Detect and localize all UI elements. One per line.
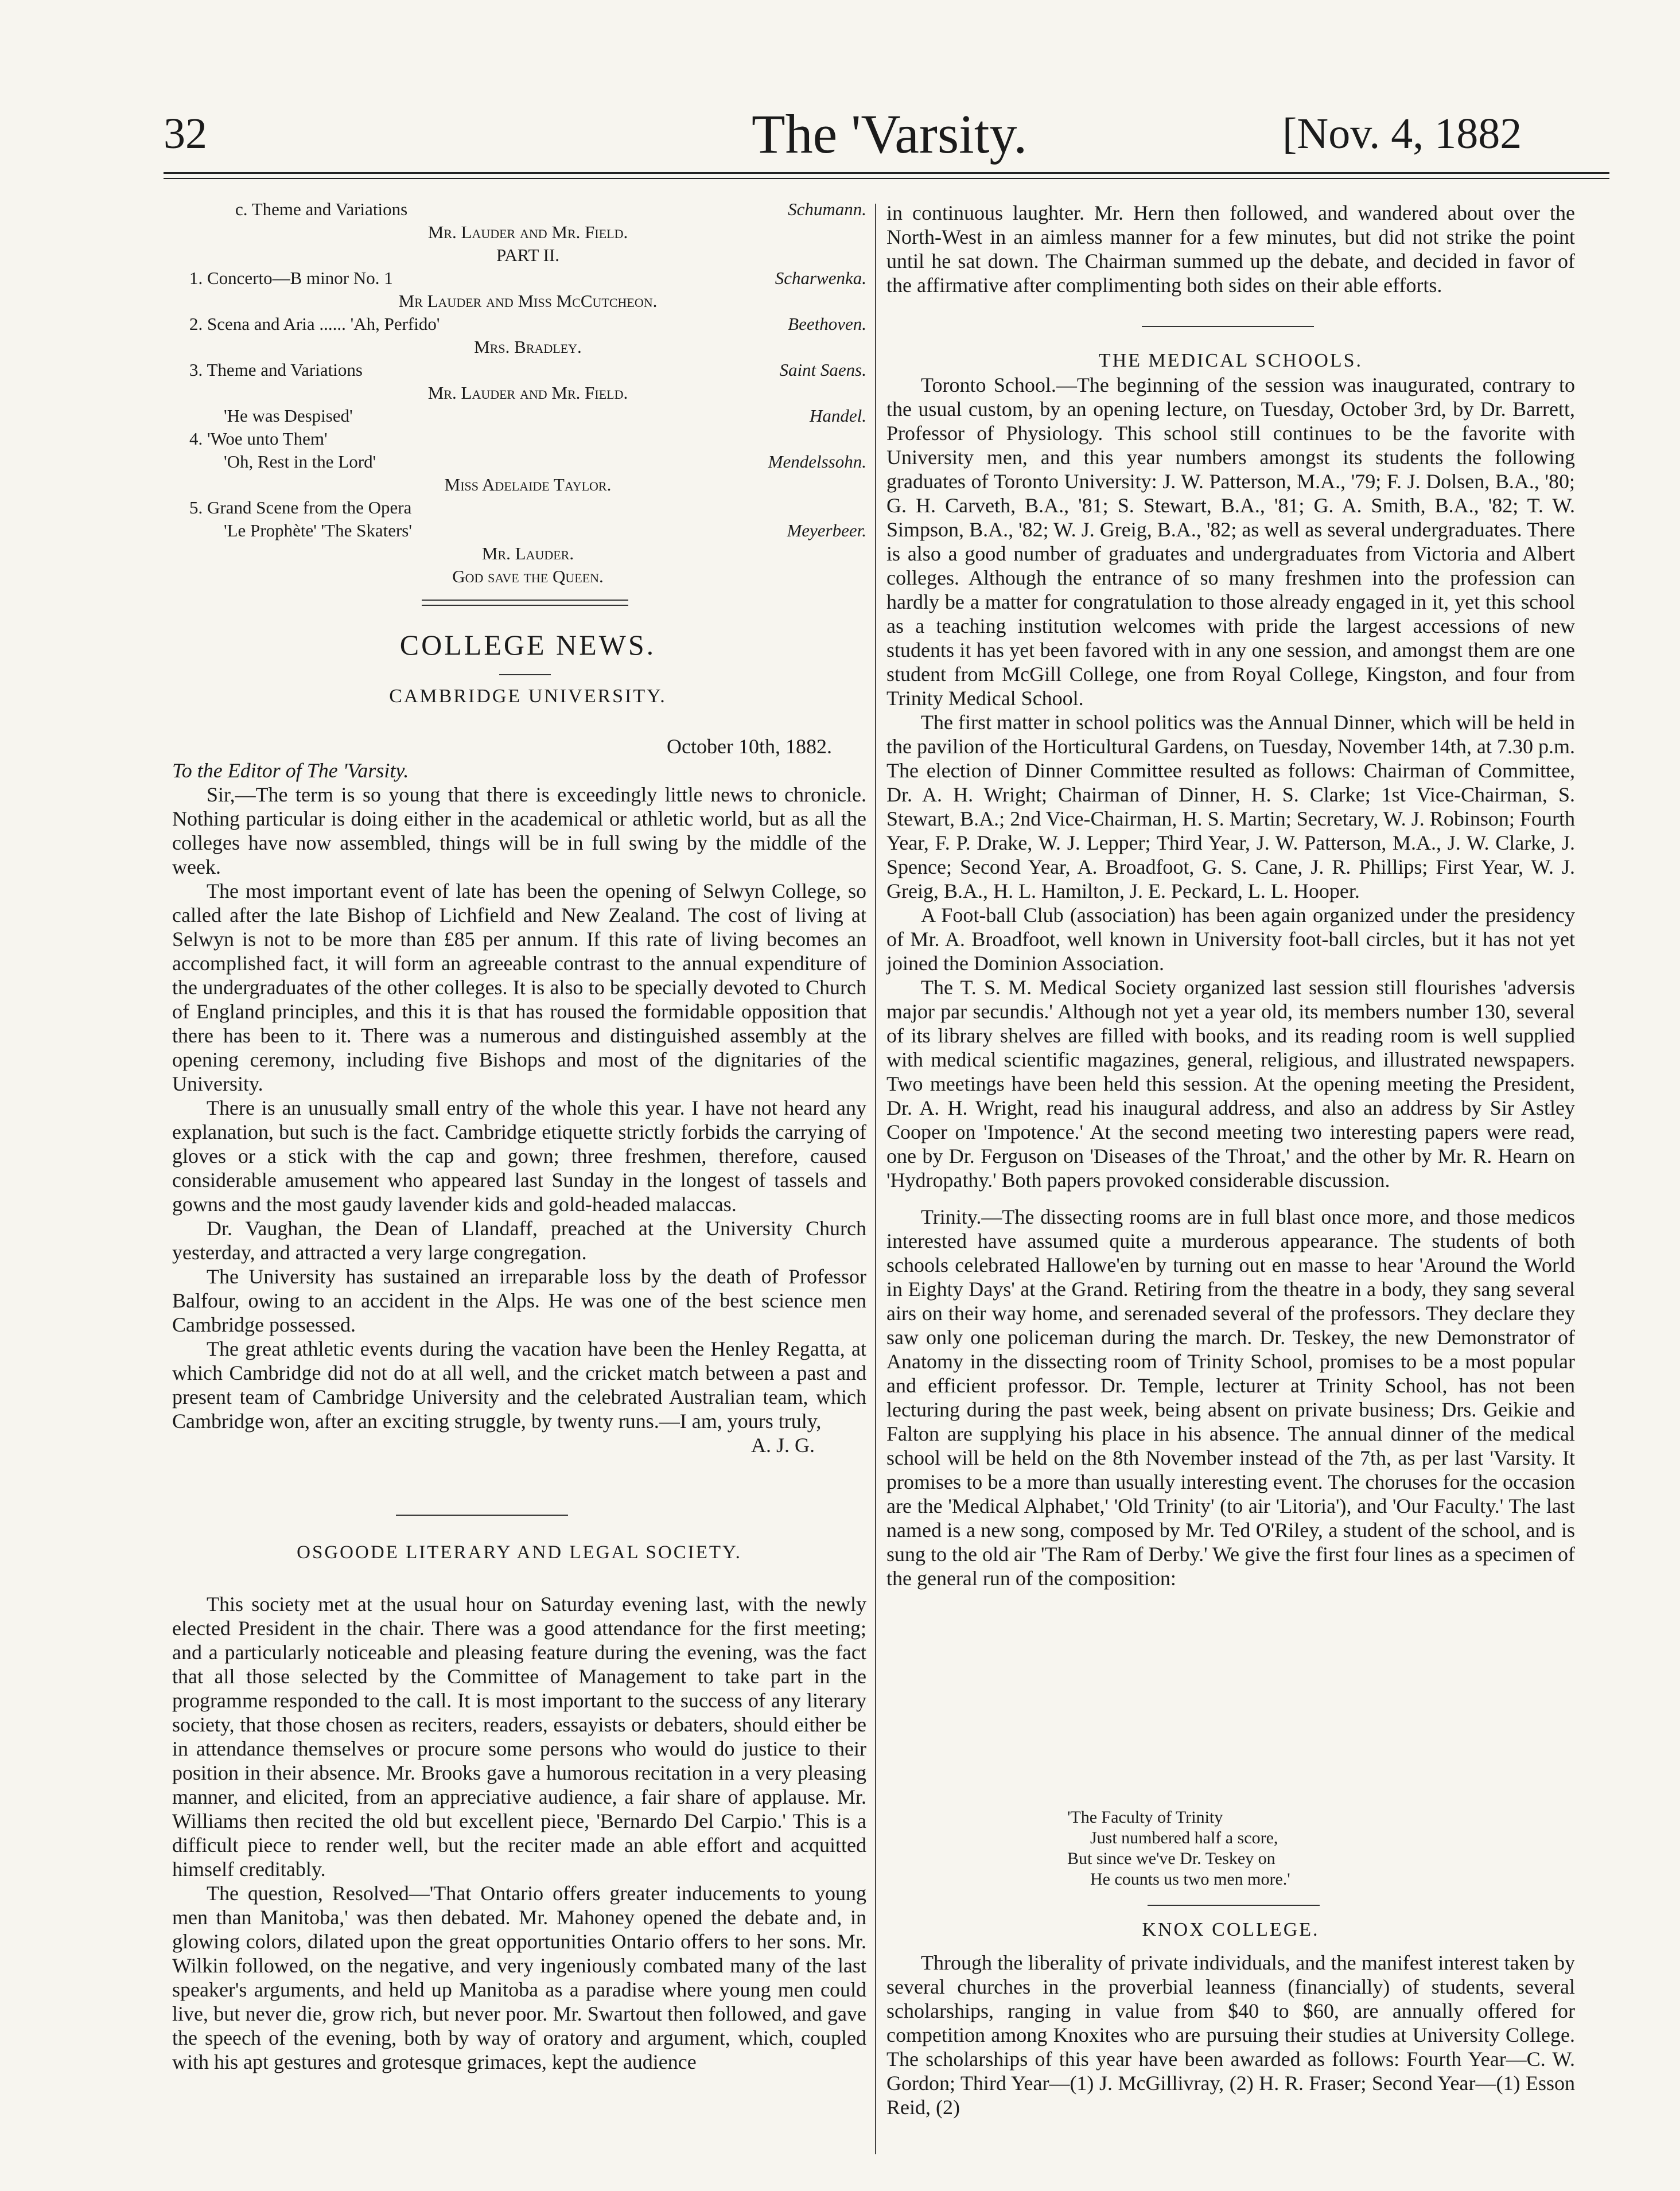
program-performers: Mr. Lauder and Mr. Field. bbox=[427, 222, 628, 242]
poem-line: But since we've Dr. Teskey on bbox=[1067, 1849, 1275, 1868]
header-rule-top bbox=[164, 172, 1609, 174]
letter-signature: A. J. G. bbox=[750, 1434, 815, 1457]
program-item: 3. Theme and Variations bbox=[189, 360, 363, 380]
section-rule bbox=[396, 1515, 568, 1516]
medical-article bbox=[886, 373, 1575, 1590]
knox-heading: KNOX COLLEGE. bbox=[1142, 1919, 1320, 1940]
letter-date: October 10th, 1882. bbox=[667, 735, 832, 758]
page-number: 32 bbox=[164, 110, 207, 158]
medical-paragraph: The first matter in school politics was the Annual Dinner, which will be held in the pavilion of the Horticultural Gardens, on Tuesday, November 14th, at 7.30 p.m. The election of Dinner Committee resulted as follows: Chairman of Committee, Dr. A. H. Wright; Chairman of Dinner, H. S. Clarke; 1st Vice-Chairman, S. Stewart, B.A.; 2nd Vice-Chairman, H. S. Martin; Secretary, W. J. Robinson; Fourth Year, F. P. Drake, W. J. Lepper; Third Year, J. W. Patterson, M.A., J. W. Clarke, J. Spence; Second Year, A. Broadfoot, G. S. Cane, J. R. Phillips; First Year, W. J. Greig, B.A., H. L. Hamilton, J. E. Peckard, L. L. Hooper. bbox=[886, 711, 1575, 902]
section-rule bbox=[499, 674, 551, 675]
program-closing: God save the Queen. bbox=[452, 566, 604, 586]
section-rule bbox=[1142, 326, 1314, 327]
program-performers: Mr. Lauder. bbox=[481, 543, 574, 563]
program-item: 5. Grand Scene from the Opera bbox=[189, 497, 412, 517]
letter-paragraph: The great athletic events during the vacation have been the Henley Regatta, at which Cambridge did not do at all well, and the cricket match between a past and present team of Cambridge University and the celebrated Australian team, which Cambridge won, after an exciting struggle, by twenty runs.—I am, yours truly, bbox=[172, 1337, 866, 1433]
cambridge-heading: CAMBRIDGE UNIVERSITY. bbox=[389, 686, 667, 707]
poem bbox=[1067, 1807, 1411, 1890]
cambridge-letter bbox=[172, 734, 866, 1457]
program-composer: Saint Saens. bbox=[779, 360, 866, 380]
newspaper-title: The 'Varsity. bbox=[752, 103, 1028, 165]
letter-salutation: To the Editor of The 'Varsity. bbox=[172, 759, 409, 782]
medical-paragraph: Trinity.—The dissecting rooms are in full blast once more, and those medicos interested have assumed quite a murderous appearance. The students of both schools celebrated Hallowe'en by turning out en masse to hear 'Around the World in Eighty Days' at the Grand. Retiring from the theatre in a body, they sang several airs on their way home, and serenaded several of the professors. They declare they saw only one policeman during the march. Dr. Teskey, the new Demonstrator of Anatomy in the dissecting room of Trinity School, promises to be a most popular and efficient professor. Dr. Temple, lecturer at Trinity School, has not been lecturing during the past week, being absent on private business; Drs. Geikie and Falton are supplying his place in his absence. The annual dinner of the medical school will be held on the 8th November instead of the 7th, as per last 'Varsity. It promises to be a more than usually interesting event. The choruses for the occasion are the 'Medical Alphabet,' 'Old Trinity' (to air 'Litoria'), and 'Our Faculty.' The last named is a new song, composed by Mr. Ted O'Riley, a student of the school, and is sung to the old air 'The Ram of Derby.' We give the first four lines as a specimen of the general run of the composition: bbox=[886, 1205, 1575, 1590]
program-item: 'He was Despised' bbox=[224, 406, 353, 426]
program-composer: Meyerbeer. bbox=[787, 520, 866, 540]
section-rule bbox=[422, 605, 628, 606]
section-rule bbox=[1148, 1905, 1320, 1906]
osgoode-cont-paragraph: in continuous laughter. Mr. Hern then followed, and wandered about over the North-West in an aimless manner for a few minutes, but did not strike the point until he sat down. The Chairman summed up the debate, and decided in favor of the affirmative after complimenting both sides on their able efforts. bbox=[886, 201, 1575, 297]
program-item: 1. Concerto—B minor No. 1 bbox=[189, 268, 393, 288]
letter-paragraph: The University has sustained an irreparable loss by the death of Professor Balfour, owing to an accident in the Alps. He was one of the best science men Cambridge possessed. bbox=[172, 1265, 866, 1336]
knox-paragraph: Through the liberality of private individuals, and the manifest interest taken by several churches in the proverbial leanness (financially) of students, several scholarships, ranging in value from $40 to $60, are annually offered for competition among Knoxites who are pursuing their studies at University College. The scholarships of this year have been awarded as follows: Fourth Year—C. W. Gordon; Third Year—(1) J. McGillivray, (2) H. R. Fraser; Second Year—(1) Esson Reid, (2) bbox=[886, 1951, 1575, 2119]
program-part-heading: PART II. bbox=[496, 245, 560, 265]
program-performers: Mrs. Bradley. bbox=[474, 337, 582, 357]
medical-paragraph: A Foot-ball Club (association) has been again organized under the presidency of Mr. A. Broadfoot, well known in University foot-ball circles, but it has not yet joined the Dominion Association. bbox=[886, 904, 1575, 975]
letter-paragraph: Dr. Vaughan, the Dean of Llandaff, preached at the University Church yesterday, and attracted a very large congregation. bbox=[172, 1217, 866, 1264]
poem-line: 'The Faculty of Trinity bbox=[1067, 1808, 1223, 1827]
osgoode-paragraph: The question, Resolved—'That Ontario offers greater inducements to young men than Manitoba,' was then debated. Mr. Mahoney opened the debate and, in glowing colors, dilated upon the great opportunities Ontario offers to her sons. Mr. Wilkin followed, on the negative, and very ingeniously combated many of the last speaker's arguments, and held up Manitoba as a paradise where young men could live, but never die, grow rich, but never poor. Mr. Swartout then followed, and gave the speech of the evening, both by way of oratory and argument, which, coupled with his apt gestures and grotesque grimaces, kept the audience bbox=[172, 1882, 866, 2073]
program-item: c. Theme and Variations bbox=[235, 199, 408, 219]
osgoode-continued bbox=[886, 201, 1575, 297]
medical-heading: THE MEDICAL SCHOOLS. bbox=[1098, 350, 1363, 371]
medical-paragraph: The T. S. M. Medical Society organized last session still flourishes 'adversis major par secundis.' Although not yet a year old, its members number 130, several of its library shelves are filled with books, and its reading room is well supplied with medical scientific magazines, general, religious, and illustrated newspapers. Two meetings have been held this session. At the opening meeting the President, Dr. A. H. Wright, read his inaugural address, and also an address by Sir Astley Cooper on 'Impotence.' At the second meeting two interesting papers were read, one by Dr. Ferguson on 'Diseases of the Throat,' and the other by Mr. R. Hearn on 'Hydropathy.' Both papers provoked considerable discussion. bbox=[886, 976, 1575, 1192]
osgoode-article bbox=[172, 1592, 866, 2074]
issue-date: [Nov. 4, 1882 bbox=[1282, 110, 1522, 158]
program-composer: Handel. bbox=[809, 406, 866, 426]
program-composer: Mendelssohn. bbox=[768, 452, 866, 472]
program-performers: Mr Lauder and Miss McCutcheon. bbox=[398, 291, 658, 311]
medical-paragraph: Toronto School.—The beginning of the session was inaugurated, contrary to the usual custom, by an opening lecture, on Tuesday, October 3rd, by Dr. Barrett, Professor of Physiology. This school still continues to be the favorite with University men, and this year numbers amongst its students the following graduates of Toronto University: J. W. Patterson, M.A., '79; F. J. Dolsen, B.A., '80; G. H. Carveth, B.A., '81; S. Stewart, B.A., '81; G. A. Smith, B.A., '82; T. W. Simpson, B.A., '82; W. J. Greig, B.A., '82; as well as several undergraduates. There is also a good number of graduates and undergraduates from Victoria and Albert colleges. Although the entrance of so many freshmen into the profession can hardly be a matter for congratulation to those already engaged in it, yet this school as a teaching institution welcomes with pride the largest accessions of new students it has yet been favored with in any one session, and amongst them are one student from McGill College, one from Royal College, Kingston, and four from Trinity Medical School. bbox=[886, 373, 1575, 710]
college-news-heading: COLLEGE NEWS. bbox=[399, 629, 656, 661]
column-divider bbox=[875, 204, 876, 2154]
poem-line: Just numbered half a score, bbox=[1090, 1828, 1278, 1847]
osgoode-paragraph: This society met at the usual hour on Saturday evening last, with the newly elected President in the chair. There was a good attendance for the first meeting; and a particularly noticeable and pleasing feature during the evening, was the fact that all those selected by the Committee of Management to take part in the programme responded to the call. It is most important to the success of any literary society, that those chosen as reciters, readers, essayists or debaters, should either be in attendance themselves or procure some persons who would do justice to their position in their absence. Mr. Brooks gave a humorous recitation in a very pleasing manner, and elicited, from an appreciative audience, a fair share of applause. Mr. Williams then recited the old but excellent piece, 'Bernardo Del Carpio.' This is a difficult piece to render well, but the reciter made an able effort and acquitted himself creditably. bbox=[172, 1593, 866, 1881]
letter-paragraph: The most important event of late has been the opening of Selwyn College, so called after the late Bishop of Lichfield and New Zealand. The cost of living at Selwyn is not to be more than £85 per annum. If this rate of living becomes an accomplished fact, it will form an agreeable contrast to the annual expenditure of the undergraduates of the other colleges. It is also to be specially devoted to Church of England principles, and this it is that has roused the formidable opposition that there has been to it. There was a numerous and distinguished assembly at the opening ceremony, including five Bishops and most of the dignitaries of the University. bbox=[172, 879, 866, 1095]
program-composer: Schumann. bbox=[788, 199, 866, 219]
program-composer: Scharwenka. bbox=[775, 268, 866, 288]
header-rule-bottom bbox=[164, 178, 1609, 179]
concert-program bbox=[189, 198, 866, 588]
program-item: 'Le Prophète' 'The Skaters' bbox=[224, 520, 412, 540]
section-rule bbox=[422, 600, 628, 601]
letter-paragraph: Sir,—The term is so young that there is exceedingly little news to chronicle. Nothing particular is doing either in the academical or athletic world, but as all the colleges have now assembled, things will be in full swing by the middle of the week. bbox=[172, 783, 866, 878]
program-item: 4. 'Woe unto Them' bbox=[189, 429, 328, 449]
poem-line: He counts us two men more.' bbox=[1090, 1870, 1290, 1889]
program-item: 'Oh, Rest in the Lord' bbox=[224, 452, 376, 472]
osgoode-heading: OSGOODE LITERARY AND LEGAL SOCIETY. bbox=[297, 1542, 742, 1563]
knox-article bbox=[886, 1951, 1575, 2119]
program-performers: Miss Adelaide Taylor. bbox=[444, 474, 612, 495]
program-performers: Mr. Lauder and Mr. Field. bbox=[427, 383, 628, 403]
program-item: 2. Scena and Aria ...... 'Ah, Perfido' bbox=[189, 314, 440, 334]
program-composer: Beethoven. bbox=[788, 314, 866, 334]
letter-paragraph: There is an unusually small entry of the whole this year. I have not heard any explanation, but such is the fact. Cambridge etiquette strictly forbids the carrying of gloves or a stick with the cap and gown; three freshmen, therefore, caused considerable amusement who appeared last Sunday in the longest of tassels and gowns and the most gaudy lavender kids and gold-headed malaccas. bbox=[172, 1096, 866, 1216]
